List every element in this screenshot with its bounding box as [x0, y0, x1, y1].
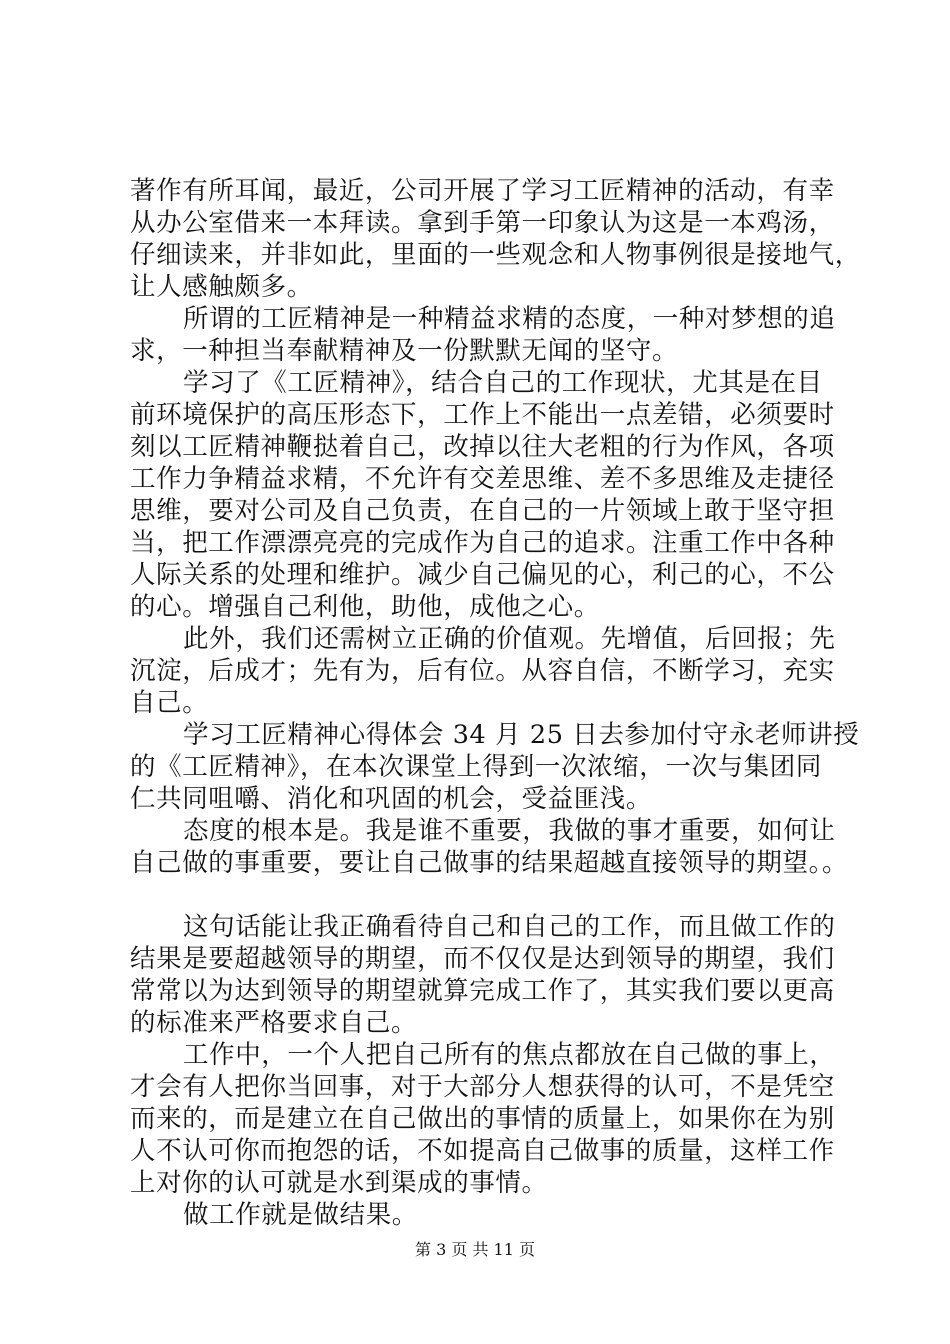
- text-line: 的心。增强自己利他，助他，成他之心。: [130, 592, 600, 622]
- text-line: 人际关系的处理和维护。减少自己偏见的心，利己的心，不公: [130, 560, 835, 590]
- text-line: 而来的，而是建立在自己做出的事情的质量上，如果你在为别: [130, 1104, 835, 1134]
- paragraph-start-line: 所谓的工匠精神是一种精益求精的态度，一种对梦想的追: [183, 304, 836, 334]
- text-line: 从办公室借来一本拜读。拿到手第一印象认为这是一本鸡汤，: [130, 208, 835, 238]
- text-line: 才会有人把你当回事，对于大部分人想获得的认可，不是凭空: [130, 1072, 835, 1102]
- text-line: 仔细读来，并非如此，里面的一些观念和人物事例很是接地气，: [130, 240, 861, 270]
- text-line: 工作力争精益求精，不允许有交差思维、差不多思维及走捷径: [130, 464, 835, 494]
- paragraph-start-line: 学习工匠精神心得体会 34 月 25 日去参加付守永老师讲授: [183, 720, 860, 750]
- paragraph-start-line: 做工作就是做结果。: [183, 1200, 418, 1230]
- text-line: 求，一种担当奉献精神及一份默默无闻的坚守。: [130, 336, 679, 366]
- text-line: 著作有所耳闻，最近，公司开展了学习工匠精神的活动，有幸: [130, 176, 835, 206]
- paragraph-start-line: 学习了《工匠精神》，结合自己的工作现状，尤其是在目: [183, 368, 823, 398]
- text-line: 结果是要超越领导的期望，而不仅仅是达到领导的期望，我们: [130, 944, 835, 974]
- text-line: 自己做的事重要，要让自己做事的结果超越直接领导的期望。。: [130, 848, 849, 878]
- text-line: 沉淀，后成才；先有为，后有位。从容自信，不断学习，充实: [130, 656, 835, 686]
- text-line: 思维，要对公司及自己负责，在自己的一片领域上敢于坚守担: [130, 496, 835, 526]
- paragraph-start-line: 这句话能让我正确看待自己和自己的工作，而且做工作的: [183, 912, 836, 942]
- text-line: 当，把工作漂漂亮亮的完成作为自己的追求。注重工作中各种: [130, 528, 835, 558]
- text-line: 前环境保护的高压形态下，工作上不能出一点差错，必须要时: [130, 400, 835, 430]
- paragraph-start-line: 此外，我们还需树立正确的价值观。先增值，后回报；先: [183, 624, 836, 654]
- page-number-footer: 第 3 页 共 11 页: [415, 1240, 535, 1259]
- text-line: 让人感触颇多。: [130, 272, 313, 302]
- text-line: 的标准来严格要求自己。: [130, 1008, 418, 1038]
- paragraph-start-line: 工作中，一个人把自己所有的焦点都放在自己做的事上，: [183, 1040, 836, 1070]
- text-line: 上对你的认可就是水到渠成的事情。: [130, 1168, 548, 1198]
- text-line: 自己。: [130, 688, 209, 718]
- text-line: 人不认可你而抱怨的话，不如提高自己做事的质量，这样工作: [130, 1136, 835, 1166]
- text-line: 常常以为达到领导的期望就算完成工作了，其实我们要以更高: [130, 976, 835, 1006]
- text-line: 的《工匠精神》，在本次课堂上得到一次浓缩，一次与集团同: [130, 752, 822, 782]
- text-line: 刻以工匠精神鞭挞着自己，改掉以往大老粗的行为作风，各项: [130, 432, 835, 462]
- text-line: 仁共同咀嚼、消化和巩固的机会，受益匪浅。: [130, 784, 653, 814]
- paragraph-start-line: 态度的根本是。我是谁不重要，我做的事才重要，如何让: [183, 816, 836, 846]
